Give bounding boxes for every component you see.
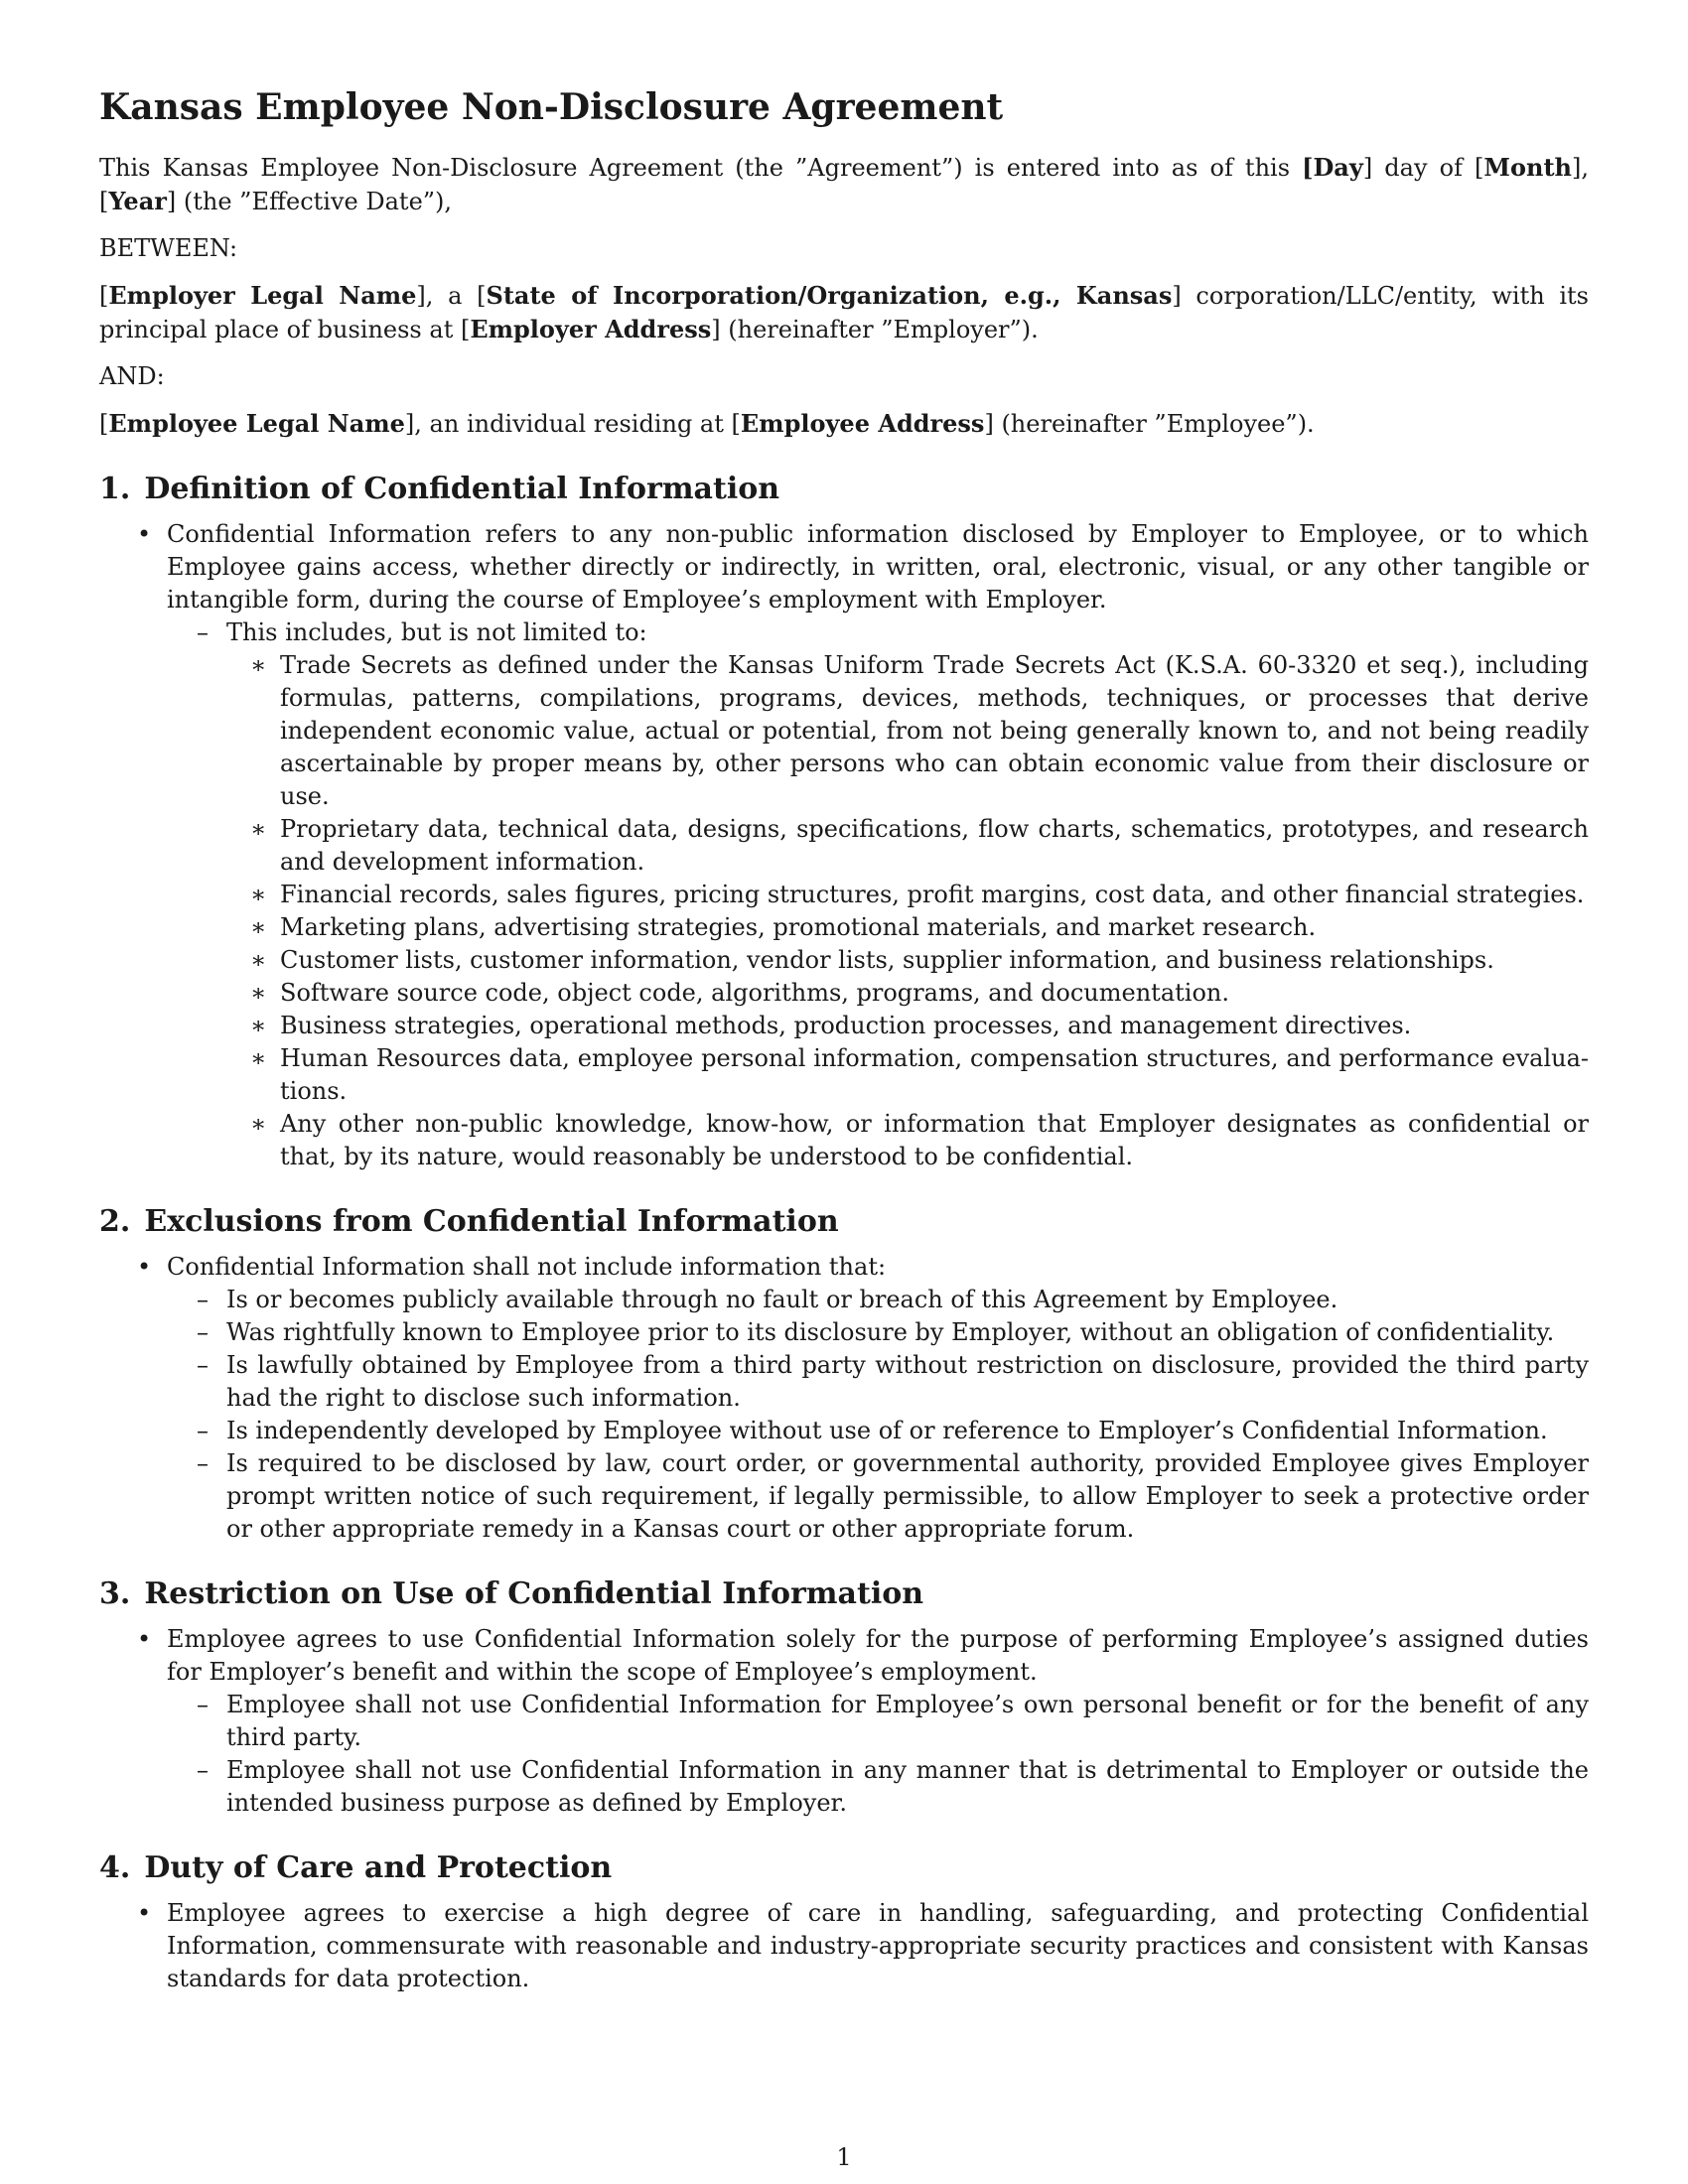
list-item: ∗ Financial records, sales figures, pricing structures, profit margins, cost data, and other financial strategies. bbox=[226, 879, 1589, 911]
list-item: ∗ Marketing plans, advertising strategies, promotional materials, and market research. bbox=[226, 911, 1589, 944]
employer-text: ], a [ bbox=[416, 282, 487, 310]
bullet-text: Employee agrees to use Confidential Information solely for the purpose of performing Employee’s assigned duties for Employer’s benefit and within the scope of Employee’s employment. bbox=[167, 1625, 1589, 1686]
section-title: Restriction on Use of Confidential Information bbox=[144, 1576, 924, 1611]
employer-address-placeholder: Employer Address bbox=[470, 315, 712, 343]
section-4-list bbox=[99, 1897, 1589, 1995]
and-label: AND: bbox=[99, 362, 165, 390]
section-heading bbox=[99, 471, 1589, 508]
employee-text: ] (hereinafter ”Employee”). bbox=[984, 410, 1315, 438]
list-item bbox=[99, 1623, 1589, 1820]
sub-list bbox=[167, 1284, 1589, 1546]
month-placeholder: Month bbox=[1483, 153, 1572, 182]
employee-name-placeholder: Employee Legal Name bbox=[108, 409, 405, 438]
day-placeholder: [Day bbox=[1302, 153, 1363, 182]
list-item: – Employee shall not use Confidential Information for Employee’s own personal benefit or for the benefit of any third party. bbox=[167, 1689, 1589, 1754]
intro-text: ] day of [ bbox=[1362, 154, 1484, 182]
intro-text: ], [ bbox=[99, 154, 1589, 215]
list-item: ∗ Proprietary data, technical data, designs, specifications, flow charts, schematics, prototypes, and research and development information. bbox=[226, 813, 1589, 879]
employer-text: [ bbox=[99, 282, 109, 310]
list-item: – Was rightfully known to Employee prior to its disclosure by Employer, without an obligation of confidentiality. bbox=[167, 1316, 1589, 1349]
section-heading bbox=[99, 1203, 1589, 1241]
employee-text: ], an individual residing at [ bbox=[404, 410, 741, 438]
list-item: • Employee agrees to exercise a high degree of care in handling, safeguarding, and protecting Confidential Information, commensurate with reasonable and industry-appropriate security practices and consistent with Kansas standards for data protection. bbox=[99, 1897, 1589, 1995]
intro-text: This Kansas Employee Non-Disclosure Agreement (the ”Agreement”) is entered into as of this bbox=[99, 154, 1303, 182]
list-item: ∗ Any other non-public knowledge, know-how, or information that Employer designates as confidential or that, by its nature, would reasonably be understood to be confidential. bbox=[226, 1108, 1589, 1173]
list-item: ∗ Trade Secrets as defined under the Kansas Uniform Trade Secrets Act (K.S.A. 60-3320 et seq.), including formulas, patterns, compilations, programs, devices, methods, techniques, or processes that derive independent economic value, actual or potential, from not being generally known to, and not being readily ascertainable by proper means by, other persons who can obtain economic value from their disclosure or use. bbox=[226, 649, 1589, 813]
page-number: 1 bbox=[836, 2143, 852, 2171]
list-item: – Is required to be disclosed by law, court order, or governmental authority, provided Employee gives Employer prompt written notice of such requirement, if legally permissible, to allow Employer to seek a protective order or other appropriate remedy in a Kansas court or other appropriate forum. bbox=[167, 1447, 1589, 1546]
section-2-list bbox=[99, 1251, 1589, 1546]
employer-name-placeholder: Employer Legal Name bbox=[108, 281, 417, 310]
intro-text: ] (the ”Effective Date”), bbox=[166, 188, 453, 215]
intro-paragraph bbox=[99, 151, 1589, 218]
list-item: ∗ Human Resources data, employee personal information, compensation structures, and performance evalua-tions. bbox=[226, 1042, 1589, 1108]
employee-text: [ bbox=[99, 410, 109, 438]
bullet-text: Confidential Information shall not include information that: bbox=[167, 1253, 887, 1281]
employer-text: ] corporation/LLC/entity, with its principal place of business at [ bbox=[99, 282, 1589, 343]
employer-paragraph bbox=[99, 279, 1589, 346]
list-item bbox=[99, 518, 1589, 1173]
year-placeholder: Year bbox=[108, 187, 167, 215]
section-1-list bbox=[99, 518, 1589, 1173]
list-item: – Employee shall not use Confidential Information in any manner that is detrimental to Employer or outside the intended business purpose as defined by Employer. bbox=[167, 1754, 1589, 1820]
section-heading bbox=[99, 1849, 1589, 1887]
employer-text: ] (hereinafter ”Employer”). bbox=[711, 316, 1039, 343]
section-title: Definition of Confidential Information bbox=[144, 472, 780, 506]
document-title: Kansas Employee Non-Disclosure Agreement bbox=[99, 86, 1004, 128]
list-item: ∗ Software source code, object code, algorithms, programs, and documentation. bbox=[226, 977, 1589, 1010]
section-title: Exclusions from Confidential Information bbox=[144, 1204, 839, 1239]
sub-text: This includes, but is not limited to: bbox=[226, 618, 647, 646]
section-title: Duty of Care and Protection bbox=[144, 1850, 613, 1885]
bullet-text: Confidential Information refers to any non-public information disclosed by Employer to Employee, or to which Employee gains access, whether directly or indirectly, in written, oral, electronic, visual, or any other tangible or intangible form, during the course of Employee’s employment with Employer. bbox=[167, 520, 1589, 614]
list-item: ∗ Business strategies, operational methods, production processes, and management directives. bbox=[226, 1010, 1589, 1042]
section-number: 3. bbox=[99, 1576, 131, 1611]
state-placeholder: State of Incorporation/Organization, e.g., Kansas bbox=[486, 281, 1173, 310]
document-page bbox=[99, 85, 1589, 1995]
employee-paragraph bbox=[99, 407, 1589, 441]
sub-sub-list bbox=[226, 649, 1589, 1173]
list-item: – Is or becomes publicly available through no fault or breach of this Agreement by Employee. bbox=[167, 1284, 1589, 1316]
employee-address-placeholder: Employee Address bbox=[740, 409, 985, 438]
between-label: BETWEEN: bbox=[99, 234, 238, 262]
sub-list bbox=[167, 616, 1589, 1173]
sub-list bbox=[167, 1689, 1589, 1820]
section-number: 1. bbox=[99, 472, 131, 506]
list-item: – Is independently developed by Employee without use of or reference to Employer’s Confidential Information. bbox=[167, 1415, 1589, 1447]
list-item: ∗ Customer lists, customer information, vendor lists, supplier information, and business relationships. bbox=[226, 944, 1589, 977]
list-item: – Is lawfully obtained by Employee from a third party without restriction on disclosure, provided the third party had the right to disclose such information. bbox=[167, 1349, 1589, 1415]
list-item bbox=[167, 616, 1589, 1173]
section-number: 2. bbox=[99, 1204, 131, 1239]
section-heading bbox=[99, 1575, 1589, 1613]
list-item bbox=[99, 1251, 1589, 1546]
section-3-list bbox=[99, 1623, 1589, 1820]
section-number: 4. bbox=[99, 1850, 131, 1885]
